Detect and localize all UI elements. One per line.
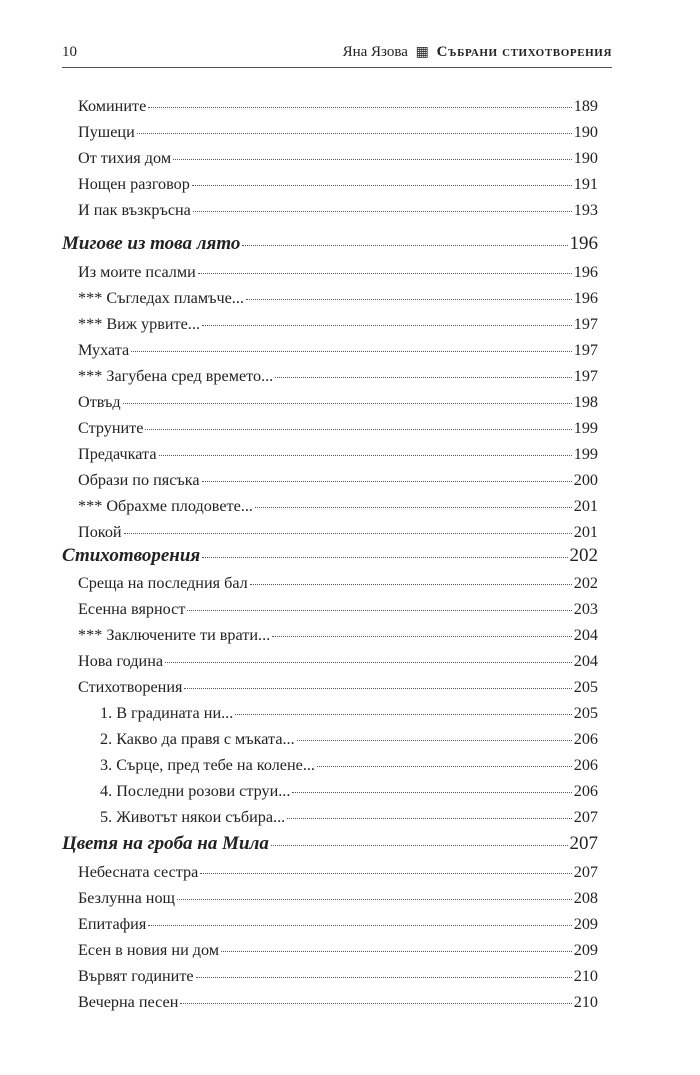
toc-entry-title: Есен в новия ни дом [78,941,220,959]
toc-entry-page: 210 [573,993,598,1011]
toc-entry [78,196,598,222]
toc-entry-page: 206 [573,730,598,748]
toc-entry-title: Безлунна нощ [78,889,176,907]
toc-entry-title: 5. Животът някои събира... [100,808,286,826]
dot-leader [177,881,572,900]
toc-entry-page: 207 [569,833,598,854]
toc-entry-page: 209 [573,941,598,959]
toc-entry-title: 4. Последни розови струи... [100,782,291,800]
dot-leader [272,618,572,637]
toc-entry-title: 2. Какво да правя с мъката... [100,730,295,748]
toc-entry-title: 3. Сърце, пред тебе на колене... [100,756,315,774]
toc-entry-title: Вървят годините [78,967,194,985]
toc-entry-page: 196 [573,263,598,281]
toc-entry-page: 197 [573,341,598,359]
toc-entry-page: 206 [573,782,598,800]
toc-entry-title: Предачката [78,445,157,463]
toc-entry [78,988,598,1014]
dot-leader [196,959,572,978]
toc-section-heading [62,230,598,256]
toc-entry-title: Покой [78,523,122,541]
dot-leader [131,333,572,352]
toc-entry-page: 206 [573,756,598,774]
toc-entry-title: Вечерна песен [78,993,179,1011]
dot-leader [137,115,572,134]
toc-entry-page: 204 [573,652,598,670]
toc-entry-title: Епитафия [78,915,147,933]
toc-entry-page: 208 [573,889,598,907]
toc-entry-title: *** Обрахме плодовете... [78,497,253,515]
toc-entry-title: Есенна вярност [78,600,186,618]
toc-entry-title: Комините [78,97,147,115]
toc-entry-title: Стихотворения [62,545,201,566]
toc-section-heading [62,542,598,568]
toc-entry-page: 209 [573,915,598,933]
dot-leader [165,644,572,663]
toc-entry-title: *** Загубена сред времето... [78,367,274,385]
toc-entry-title: Образи по пясъка [78,471,200,489]
dot-leader [180,985,571,1004]
toc-entry-title: Мухата [78,341,130,359]
toc-entry-page: 189 [573,97,598,115]
toc-entry-title: Отвъд [78,393,121,411]
dot-leader [202,463,572,482]
toc-entry-page: 207 [573,863,598,881]
toc-entry-page: 196 [569,233,598,254]
dot-leader [198,255,572,274]
dot-leader [187,592,571,611]
toc-entry-page: 190 [573,123,598,141]
dot-leader [297,722,572,741]
toc-section-heading [62,830,598,856]
dot-leader [202,539,567,558]
dot-leader [173,141,572,160]
toc-entry-page: 197 [573,315,598,333]
dot-leader [317,748,572,767]
book-title: Събрани стихотворения [436,44,612,60]
toc-entry-page: 199 [573,419,598,437]
dot-leader [292,774,571,793]
toc-entry-title: Цветя на гроба на Мила [62,833,269,854]
toc-entry-page: 205 [573,678,598,696]
toc-entry-page: 202 [569,545,598,566]
toc-entry-page: 193 [573,201,598,219]
dot-leader [250,566,572,585]
toc-entry-page: 197 [573,367,598,385]
dot-leader [124,515,572,534]
toc-entry-page: 191 [573,175,598,193]
dot-leader [246,281,572,300]
toc-entry-page: 203 [573,600,598,618]
dot-leader [148,89,571,108]
toc-entry-title: Мигове из това лято [62,233,241,254]
toc-entry-title: 1. В градината ни... [100,704,234,722]
toc-entry-page: 201 [573,497,598,515]
toc-entry-page: 200 [573,471,598,489]
dot-leader [184,670,571,689]
dot-leader [200,855,571,874]
toc-entry-page: 196 [573,289,598,307]
author-name: Яна Язова [342,44,408,60]
toc-entry-title: И пак възкръсна [78,201,191,219]
dot-leader [148,907,571,926]
dot-leader [235,696,571,715]
toc-entry-page: 199 [573,445,598,463]
toc-entry-title: *** Заключените ти врати... [78,626,271,644]
toc-entry-title: Небесната сестра [78,863,199,881]
toc-entry-page: 201 [573,523,598,541]
dot-leader [242,227,567,246]
page-number: 10 [62,44,77,60]
dot-leader [287,800,572,819]
dot-leader [275,359,571,378]
dot-leader [271,827,568,846]
toc-entry-title: Стихотворения [78,678,183,696]
dot-leader [202,307,572,326]
toc-entry-title: Из моите псалми [78,263,196,281]
toc-entry-title: *** Виж урвите... [78,315,200,333]
dot-leader [193,193,572,212]
dot-leader [123,385,572,404]
toc-entry-title: От тихия дом [78,149,172,167]
dot-leader [192,167,572,186]
toc-entry-page: 202 [573,574,598,592]
toc-entry-title: Среща на последния бал [78,574,248,592]
toc-entry-title: Пушеци [78,123,135,141]
toc-entry-page: 207 [573,808,598,826]
toc-entry-page: 204 [573,626,598,644]
toc-entry-title: Нощен разговор [78,175,190,193]
toc-entry [100,803,598,829]
toc-entry-title: Нова година [78,652,164,670]
toc-entry-title: *** Съгледах пламъче... [78,289,244,307]
ornament-icon: ▦ [415,45,429,60]
dot-leader [221,933,572,952]
toc-entry-title: Струните [78,419,144,437]
dot-leader [159,437,572,456]
toc-entry-page: 198 [573,393,598,411]
toc-entry-page: 190 [573,149,598,167]
dot-leader [145,411,571,430]
dot-leader [255,489,572,508]
toc-entry-page: 205 [573,704,598,722]
toc-entry-page: 210 [573,967,598,985]
